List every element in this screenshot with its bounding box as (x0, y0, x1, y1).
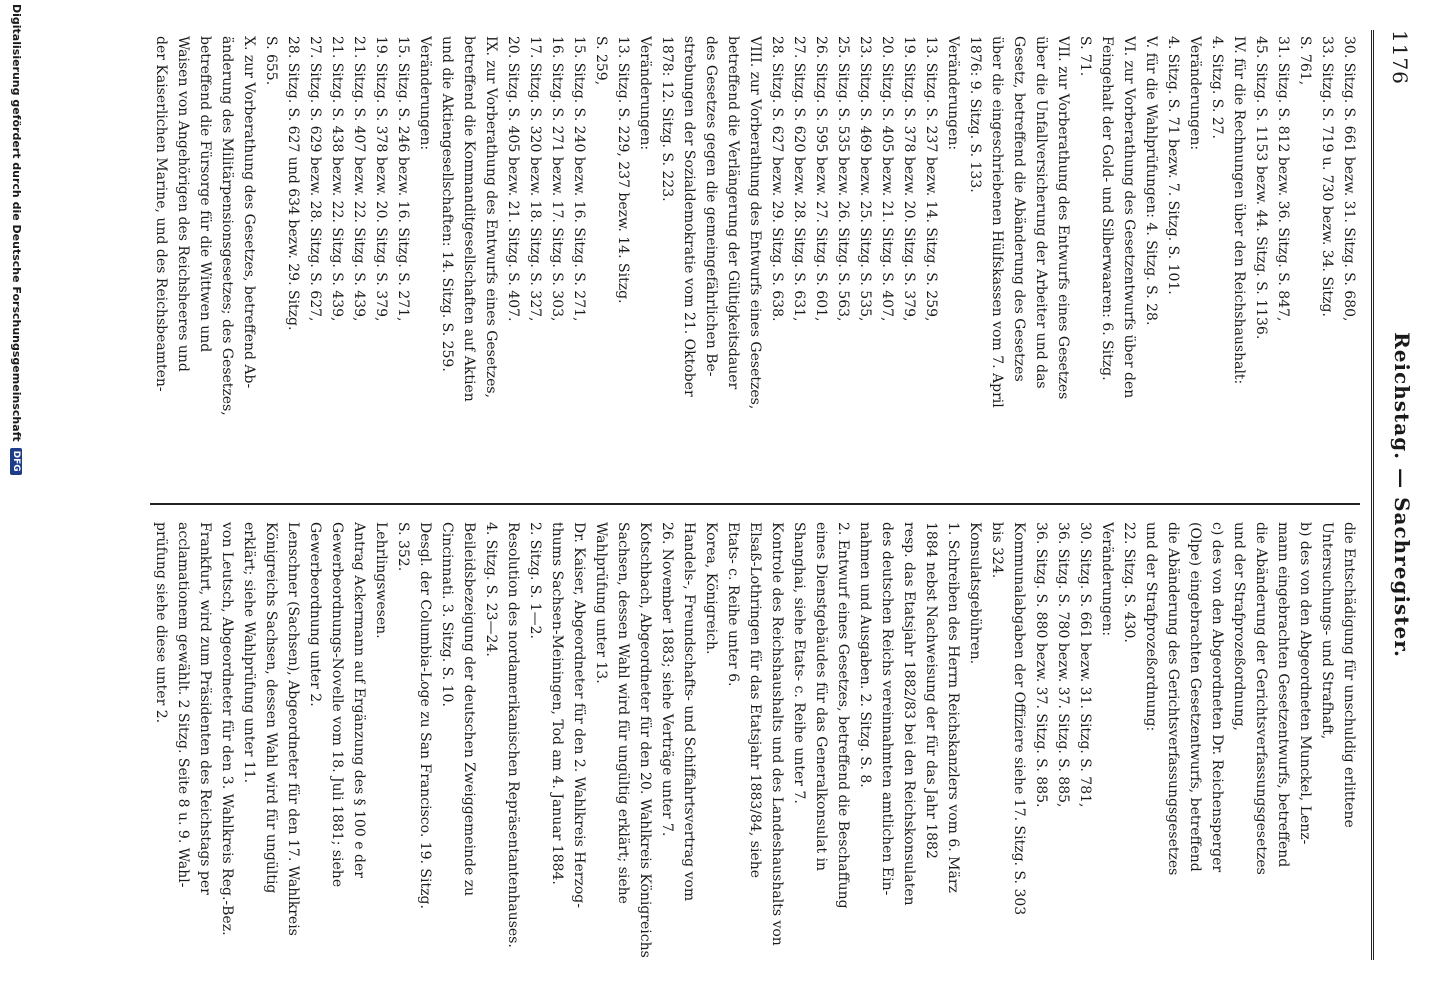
text-line: Dr. Kaiser, Abgeordneter für den 2. Wahlkreis Herzog- (571, 522, 587, 908)
text-line: V. für die Wahlprüfungen: 4. Sitzg. S. 28. (1143, 36, 1159, 326)
text-line: 26. Sitzg. S. 595 bezw. 27. Sitzg. S. 601, (813, 36, 829, 322)
text-line: 4. Sitzg. S. 23—24. (483, 522, 499, 657)
text-line: 19. Sitzg. S. 378 bezw. 20. Sitzg. S. 379, (373, 36, 389, 322)
text-line: 2. Sitzg. S. 1—2. (527, 522, 543, 639)
text-line: Lenschner (Sachsen), Abgeordneter für den 17. Wahlkreis (285, 522, 301, 936)
text-line: Desgl. der Columbia-Loge zu San Francisco. 19. Sitzg. (417, 522, 433, 909)
text-line: änderung des Militärpensionsgesetzes; des Gesetzes, (219, 36, 235, 416)
text-line: Resolution des nordamerikanischen Repräsentantenhauses. (505, 522, 521, 948)
text-line: 21. Sitzg. S. 407 bezw. 22. Sitzg. S. 439, (351, 36, 367, 322)
text-line: VII. zur Vorberathung des Entwurfs eines Gesetzes (1055, 36, 1071, 400)
right-column (150, 522, 1360, 970)
text-line: IV. für die Rechnungen über den Reichshaushalt: (1231, 36, 1247, 385)
text-line: 23. Sitzg. S. 469 bezw. 25. Sitzg. S. 535, (857, 36, 873, 322)
text-line: Waisen von Angehörigen des Reichsheeres und (175, 36, 191, 372)
text-line: Gesetz, betreffend die Abänderung des Gesetzes (1011, 36, 1027, 382)
credit-text: Digitalisierung gefördert durch die Deutsche Forschungsgemeinschaft (10, 4, 23, 442)
text-line: und der Strafprozeßordnung: (1143, 522, 1159, 732)
text-line: Königreichs Sachsen, dessen Wahl wird für ungültig (263, 522, 279, 894)
text-line: Sachsen, dessen Wahl wird für ungültig erklärt; siehe (615, 522, 631, 904)
text-line: Etats- c. Reihe unter 6. (725, 522, 741, 687)
text-line: 26. November 1883; siehe Verträge unter 7. (659, 522, 675, 837)
text-line: 36. Sitzg. S. 880 bezw. 37. Sitzg. S. 885. (1033, 522, 1049, 808)
digitization-credit (10, 0, 23, 1000)
page-number: 1176 (1388, 30, 1412, 85)
text-line: 22. Sitzg. S. 430. (1121, 522, 1137, 643)
text-line: 1878: 12. Sitzg. S. 223. (659, 36, 675, 202)
text-line: des Gesetzes gegen die gemeingefährlichen Be- (703, 36, 719, 377)
text-line: Lehrlingswesen. (373, 522, 389, 639)
text-line: bis 324. (989, 522, 1005, 579)
text-line: Wahlprüfung unter 13. (593, 522, 609, 684)
text-line: (Olpe) eingebrachten Gesetzentwurfs, betreffend (1187, 522, 1203, 872)
dfg-logo: DFG (11, 448, 23, 475)
text-line: betreffend die Verlängerung der Gültigkeitsdauer (725, 36, 741, 390)
text-line: acclamationem gewählt. 2 Sitzg. Seite 8 u. 9. Wahl- (175, 522, 191, 888)
text-line: Kotschbach, Abgeordneter für den 20. Wahlkreis Königreichs (637, 522, 653, 958)
text-line: 19. Sitzg. S. 378 bezw. 20. Sitzg. S. 379, (901, 36, 917, 322)
text-line: Korea, Königreich. (703, 522, 719, 655)
left-column (150, 36, 1360, 484)
text-line: 13. Sitzg. S. 237 bezw. 14. Sitzg. S. 259, (923, 36, 939, 322)
text-line: 27. Sitzg. S. 629 bezw. 28. Sitzg. S. 627, (307, 36, 323, 322)
text-line: erklärt; siehe Wahlprüfung unter 11. (241, 522, 257, 784)
text-line: Beileidsbezeigung der deutschen Zweiggemeinde zu (461, 522, 477, 897)
text-line: 27. Sitzg. S. 620 bezw. 28. Sitzg. S. 631, (791, 36, 807, 322)
text-line: nahmen und Ausgaben. 2. Sitzg. S. 8. (857, 522, 873, 788)
text-line: 17. Sitzg. S. 320 bezw. 18. Sitzg. S. 327, (527, 36, 543, 322)
column-divider (150, 503, 1360, 505)
text-line: der Kaiserlichen Marine, und des Reichsbeamten- (153, 36, 169, 392)
text-line: 33. Sitzg. S. 719 u. 730 bezw. 34. Sitzg. (1319, 36, 1335, 317)
text-line: Kommunalabgaben der Offiziere siehe 17. Sitzg. S. 303 (1011, 522, 1027, 916)
text-line: 31. Sitzg. S. 812 bezw. 36. Sitzg. S. 847, (1275, 36, 1291, 322)
text-line: S. 259, (593, 36, 609, 86)
text-line: Frankfurt, wird zum Präsidenten des Reichstags per (197, 522, 213, 895)
text-line: Antrag Ackermann auf Ergänzung des § 100 e der (351, 522, 367, 878)
text-line: Untersuchungs- und Strafhaft, (1319, 522, 1335, 740)
text-line: und die Aktiengesellschaften: 14. Sitzg. S. 259. (439, 36, 455, 372)
text-line: die Entschädigung für unschuldig erlittene (1341, 522, 1357, 828)
text-line: 4. Sitzg. S. 27. (1209, 36, 1225, 139)
text-line: VI. zur Vorberathung des Gesetzentwurfs über den (1121, 36, 1137, 399)
text-line: Veränderungen: (1187, 36, 1203, 151)
text-line: von Leutsch, Abgeordneter für den 3. Wahlkreis Reg.-Bez. (219, 522, 235, 936)
text-line: über die Unfallversicherung der Arbeiter und das (1033, 36, 1049, 389)
text-line: betreffend die Fürsorge für die Wittwen und (197, 36, 213, 353)
text-line: Veränderungen: (637, 36, 653, 151)
text-line: 4. Sitzg. S. 71 bezw. 7. Sitzg. S. 101. (1165, 36, 1181, 295)
text-line: S. 352. (395, 522, 411, 572)
text-line: 2. Entwurf eines Gesetzes, betreffend die Beschaffung (835, 522, 851, 909)
text-line: 15. Sitzg. S. 240 bezw. 16. Sitzg. S. 271, (571, 36, 587, 322)
text-line: resp. das Etatsjahr 1882/83 bei den Reichskonsulaten (901, 522, 917, 906)
text-line: c) des von den Abgeordneten Dr. Reichensperger (1209, 522, 1225, 873)
text-line: 21. Sitzg. S. 438 bezw. 22. Sitzg. S. 439, (329, 36, 345, 322)
text-line: b) des von den Abgeordneten Munckel, Lenz- (1297, 522, 1313, 845)
text-line: betreffend die Kommanditgesellschaften auf Aktien (461, 36, 477, 402)
text-line: über die eingeschriebenen Hülfskassen vom 7. April (989, 36, 1005, 408)
text-line: mann eingebrachten Gesetzentwurfs, betreffend (1275, 522, 1291, 868)
text-line: Shanghai, siehe Etats- c. Reihe unter 7. (791, 522, 807, 804)
text-line: 1884 nebst Nachweisung der für das Jahr 1882 (923, 522, 939, 859)
text-line: 28. Sitzg. S. 627 bezw. 29. Sitzg. S. 638. (769, 36, 785, 322)
text-line: thums Sachsen-Meiningen, Tod am 4. Januar 1884. (549, 522, 565, 885)
text-line: 36. Sitzg. S. 780 bezw. 37. Sitzg. S. 885, (1055, 522, 1071, 808)
text-line: Konsulatsgebühren. (967, 522, 983, 665)
text-line: Veränderungen: (945, 36, 961, 151)
text-line: die Abänderung der Gerichtsverfassungsgesetzes (1253, 522, 1269, 875)
text-line: X. zur Vorberathung des Gesetzes, betreffend Ab- (241, 36, 257, 389)
running-head: Reichstag. — Sachregister. (1390, 332, 1414, 658)
text-line: 20. Sitzg. S. 405 bezw. 21. Sitzg. S. 407. (505, 36, 521, 322)
text-line: eines Dienstgebäudes für das Generalkonsulat in (813, 522, 829, 872)
text-line: 16. Sitzg. S. 271 bezw. 17. Sitzg. S. 303, (549, 36, 565, 322)
text-line: 45. Sitzg. S. 1153 bezw. 44. Sitzg. S. 1136. (1253, 36, 1269, 340)
text-line: strebungen der Sozialdemokratie vom 21. Oktober (681, 36, 697, 397)
text-line: Veränderungen: (417, 36, 433, 151)
text-line: 20. Sitzg. S. 405 bezw. 21. Sitzg. S. 407, (879, 36, 895, 322)
text-line: S. 761, (1297, 36, 1313, 86)
text-line: 13. Sitzg. S. 229, 237 bezw. 14. Sitzg. (615, 36, 631, 304)
text-line: 25. Sitzg. S. 535 bezw. 26. Sitzg. S. 563, (835, 36, 851, 322)
text-line: des deutschen Reichs vereinnahmten amtlichen Ein- (879, 522, 895, 896)
text-line: 1876: 9. Sitzg. S. 133. (967, 36, 983, 193)
text-line: S. 655. (263, 36, 279, 86)
header-rule (1371, 30, 1374, 960)
text-line: VIII. zur Vorberathung des Entwurfs eines Gesetzes, (747, 36, 763, 410)
text-line: 30. Sitzg. S. 661 bezw. 31. Sitzg. S. 680, (1341, 36, 1357, 322)
text-line: prüfung siehe diese unter 2. (153, 522, 169, 724)
text-line: 28. Sitzg. S. 627 und 634 bezw. 29. Sitzg. (285, 36, 301, 331)
text-line: Handels-, Freundschafts- und Schiffahrtsvertrag vom (681, 522, 697, 902)
text-line: Gewerbeordnungs-Novelle vom 18. Juli 1881; siehe (329, 522, 345, 888)
text-line: S. 71. (1077, 36, 1093, 77)
text-line: Feingehalt der Gold- und Silberwaaren: 6. Sitzg. (1099, 36, 1115, 381)
text-line: 1. Schreiben des Herrn Reichskanzlers vom 6. März (945, 522, 961, 893)
text-line: 30. Sitzg. S. 661 bezw. 31. Sitzg. S. 781, (1077, 522, 1093, 808)
text-line: Kontrole des Reichshaushalts und des Landeshaushalts von (769, 522, 785, 946)
text-line: 15. Sitzg. S. 246 bezw. 16. Sitzg. S. 271, (395, 36, 411, 322)
text-line: die Abänderung des Gerichtsverfassungsgesetzes (1165, 522, 1181, 876)
text-line: Elsaß-Lothringen für das Etatsjahr 1883/84, siehe (747, 522, 763, 879)
text-line: Veränderungen: (1099, 522, 1115, 637)
text-line: Gewerbeordnung unter 2. (307, 522, 323, 707)
text-line: IX. zur Vorberathung des Entwurfs eines Gesetzes, (483, 36, 499, 399)
page-header (1380, 30, 1420, 960)
text-line: und der Strafprozeßordnung, (1231, 522, 1247, 731)
text-line: Cincinnati. 3. Sitzg. S. 10. (439, 522, 455, 707)
